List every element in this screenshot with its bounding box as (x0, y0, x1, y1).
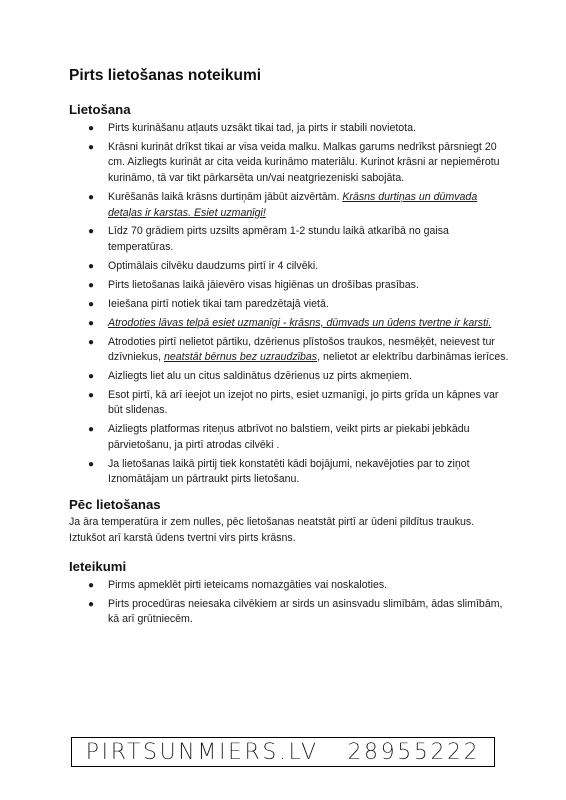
warning-text: Atrodoties lāvas telpā esiet uzmanīgi - krāsns, dūmvads un ūdens tvertne ir karsti. (108, 316, 492, 329)
bullet-icon: ● (88, 123, 95, 134)
footer-text: PIRTSUNMIERS.LV 28955222 (85, 739, 481, 765)
list-item-text: Aizliegts liet alu un citus saldinātus dzērienus uz pirts akmeņiem. (108, 369, 412, 382)
list-item (69, 297, 509, 313)
list-item (69, 224, 509, 255)
bullet-icon: ● (88, 279, 95, 291)
list-item-text: Atrodoties pirtī nelietot pārtiku, dzērienus plīstošos traukos, nesmēķēt, neievest tur dzīvniekus, (108, 335, 495, 364)
list-item-text: Līdz 70 grādiem pirts uzsilts apmēram 1-2 stundu laikā atkarībā no gaisa temperatūras. (108, 225, 449, 254)
list-item (69, 335, 509, 366)
list-item-text: Pirts procedūras neiesaka cilvēkiem ar sirds un asinsvadu slimībām, ādas slimībām, kā arī grūtniecēm. (108, 597, 503, 626)
list-item (69, 316, 509, 332)
list-item (69, 422, 509, 453)
list-item-text: Esot pirtī, kā arī ieejot un izejot no pirts, esiet uzmanīgi, jo pirts grīda un kāpnes var būt slidenas. (108, 388, 499, 417)
bullet-icon: ● (88, 260, 95, 272)
list-item (69, 278, 509, 294)
bullet-icon: ● (88, 598, 95, 610)
list-item-text: , nelietot ar elektrību darbināmas ierīces. (317, 351, 509, 364)
recommendations-heading: Ieteikumi (69, 559, 127, 574)
list-item-text: Aizliegts platformas riteņus atbrīvot no balstiem, veikt pirts ar piekabi jebkādu pārvietošanu, ja pirtī atrodas cilvēki . (108, 423, 470, 451)
list-item (69, 190, 509, 221)
after-use-section (69, 497, 509, 546)
recommendations-section (69, 559, 509, 631)
bullet-icon: ● (88, 298, 95, 310)
bullet-icon: ● (88, 389, 95, 401)
list-item (69, 259, 509, 275)
after-use-heading: Pēc lietošanas (69, 497, 161, 512)
list-item-text: Ja lietošanas laikā pirtij tiek konstatēti kādi bojājumi, nekavējoties par to ziņot Iznomātājam un pārtraukt pirts lietošanu. (108, 457, 470, 486)
list-item-text: Pirms apmeklēt pirti ieteicams nomazgāties vai noskaloties. (108, 579, 388, 591)
list-item-text: Kurēšanās laikā krāsns durtiņām jābūt aizvērtām. (108, 190, 343, 203)
bullet-icon: ● (88, 226, 95, 238)
bullet-icon: ● (88, 458, 95, 470)
list-item (69, 597, 509, 628)
after-use-text: Ja āra temperatūra ir zem nulles, pēc lietošanas neatstāt pirtī ar ūdeni pildītus traukus. Iztukšot arī karstā ūdens tvertni virs pirts krāsns. (69, 516, 475, 544)
usage-list (69, 121, 509, 488)
list-item (69, 369, 509, 385)
usage-section (69, 102, 509, 491)
warning-text: neatstāt bērnus bez uzraudzības (163, 351, 318, 364)
list-item-text: Pirts kurināšanu atļauts uzsākt tikai tad, ja pirts ir stabili novietota. (108, 122, 416, 134)
list-item (69, 578, 509, 594)
warning-text: Krāsns durtiņas un dūmvada detaļas ir karstas. Esiet uzmanīgi! (108, 190, 478, 219)
list-item (69, 388, 509, 419)
bullet-icon: ● (88, 191, 95, 203)
bullet-icon: ● (88, 424, 95, 436)
recommendations-list (69, 578, 509, 628)
list-item (69, 121, 509, 137)
usage-heading: Lietošana (69, 102, 131, 117)
list-item (69, 140, 509, 187)
bullet-icon: ● (88, 580, 95, 591)
bullet-icon: ● (88, 317, 95, 329)
list-item-text: Ieiešana pirtī notiek tikai tam paredzētajā vietā. (108, 297, 329, 310)
footer-contact-banner (71, 737, 495, 767)
bullet-icon: ● (88, 141, 95, 153)
list-item (69, 457, 509, 488)
list-item-text: Optimālais cilvēku daudzums pirtī ir 4 cilvēki. (108, 259, 319, 272)
list-item-text: Krāsni kurināt drīkst tikai ar visa veida malku. Malkas garums nedrīkst pārsniegt 20 cm. Aizliegts kurināt ar cita veida kurināmo materiālu. Kurinot krāsni ar nepiemērotu kurināmo, tā var tikt pārkarsēta un/vai neatgriezeniski sabojāta. (108, 140, 500, 185)
bullet-icon: ● (88, 336, 95, 348)
page-title: Pirts lietošanas noteikumi (69, 67, 262, 84)
bullet-icon: ● (88, 370, 95, 382)
list-item-text: Pirts lietošanas laikā jāievēro visas higiēnas un drošības prasības. (108, 278, 419, 291)
